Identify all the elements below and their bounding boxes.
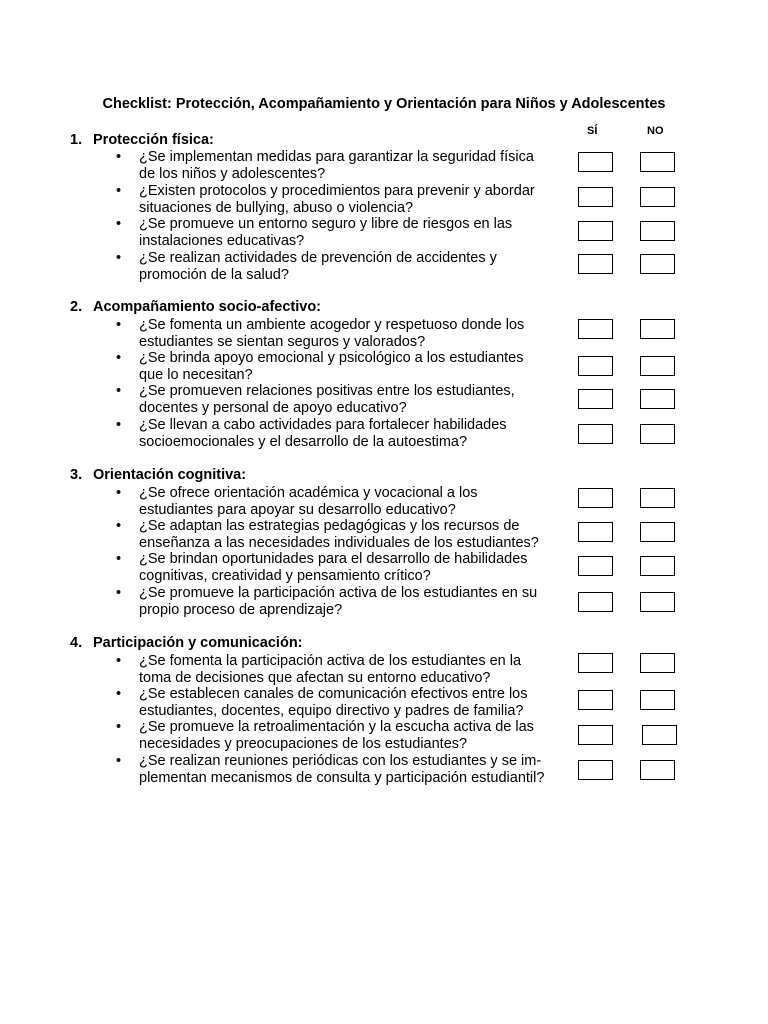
- section-title: [70, 132, 214, 149]
- bullet-marker: •: [116, 250, 122, 266]
- bullet-marker: •: [116, 719, 122, 735]
- page-title: Checklist: Protección, Acompañamiento y Orientación para Niños y Adolescentes: [102, 96, 666, 112]
- no-checkbox[interactable]: [640, 187, 675, 207]
- section-title-text: Protección física:: [93, 132, 214, 148]
- no-checkbox[interactable]: [640, 152, 675, 172]
- bullet-marker: •: [116, 551, 122, 567]
- yes-checkbox[interactable]: [578, 690, 613, 710]
- no-checkbox[interactable]: [640, 760, 675, 780]
- no-checkbox[interactable]: [640, 653, 675, 673]
- yes-checkbox[interactable]: [578, 254, 613, 274]
- yes-checkbox[interactable]: [578, 319, 613, 339]
- yes-checkbox[interactable]: [578, 424, 613, 444]
- section-title-text: Orientación cognitiva:: [93, 467, 247, 483]
- bullet-marker: •: [116, 350, 122, 366]
- no-checkbox[interactable]: [640, 488, 675, 508]
- section-number: 4.: [70, 635, 83, 651]
- section-number: 3.: [70, 467, 83, 483]
- no-checkbox[interactable]: [640, 424, 675, 444]
- yes-checkbox[interactable]: [578, 356, 613, 376]
- no-checkbox[interactable]: [640, 556, 675, 576]
- checklist-question: ¿Se llevan a cabo actividades para fortalecer habilidades socioemocionales y el desarrollo de la autoestima?: [139, 417, 507, 450]
- yes-checkbox[interactable]: [578, 389, 613, 409]
- checklist-question: ¿Se ofrece orientación académica y vocacional a los estudiantes para apoyar su desarrollo educativo?: [139, 485, 478, 518]
- yes-column-header: SÍ: [587, 125, 598, 137]
- section-number: 2.: [70, 299, 83, 315]
- checklist-question: ¿Se establecen canales de comunicación efectivos entre los estudiantes, docentes, equipo directivo y padres de familia?: [139, 686, 528, 719]
- checklist-question: ¿Se realizan reuniones periódicas con los estudiantes y se im- plementan mecanismos de consulta y participación estudiantil?: [139, 753, 545, 786]
- checklist-question: ¿Se promueve la participación activa de los estudiantes en su propio proceso de aprendizaje?: [139, 585, 538, 618]
- checklist-question: ¿Se fomenta la participación activa de los estudiantes en la toma de decisiones que afectan su entorno educativo?: [139, 653, 522, 686]
- no-checkbox[interactable]: [640, 690, 675, 710]
- yes-checkbox[interactable]: [578, 522, 613, 542]
- bullet-marker: •: [116, 753, 122, 769]
- section-title: [70, 467, 246, 484]
- bullet-marker: •: [116, 686, 122, 702]
- no-checkbox[interactable]: [640, 389, 675, 409]
- checklist-question: ¿Se fomenta un ambiente acogedor y respetuoso donde los estudiantes se sientan seguros y valorados?: [139, 317, 525, 350]
- bullet-marker: •: [116, 149, 122, 165]
- bullet-marker: •: [116, 216, 122, 232]
- bullet-marker: •: [116, 485, 122, 501]
- bullet-marker: •: [116, 518, 122, 534]
- no-checkbox[interactable]: [640, 356, 675, 376]
- yes-checkbox[interactable]: [578, 556, 613, 576]
- yes-checkbox[interactable]: [578, 725, 613, 745]
- checklist-question: ¿Existen protocolos y procedimientos para prevenir y abordar situaciones de bullying, abuso o violencia?: [139, 183, 535, 216]
- checklist-question: ¿Se implementan medidas para garantizar la seguridad física de los niños y adolescentes?: [139, 149, 534, 182]
- bullet-marker: •: [116, 653, 122, 669]
- checklist-question: ¿Se promueven relaciones positivas entre los estudiantes, docentes y personal de apoyo educativo?: [139, 383, 515, 416]
- section-title: [70, 635, 303, 652]
- bullet-marker: •: [116, 383, 122, 399]
- yes-checkbox[interactable]: [578, 488, 613, 508]
- no-checkbox[interactable]: [640, 522, 675, 542]
- yes-checkbox[interactable]: [578, 653, 613, 673]
- checklist-question: ¿Se brindan oportunidades para el desarrollo de habilidades cognitivas, creatividad y pensamiento crítico?: [139, 551, 528, 584]
- no-checkbox[interactable]: [640, 592, 675, 612]
- no-column-header: NO: [647, 125, 664, 137]
- section-title-text: Participación y comunicación:: [93, 635, 303, 651]
- bullet-marker: •: [116, 183, 122, 199]
- no-checkbox[interactable]: [640, 221, 675, 241]
- yes-checkbox[interactable]: [578, 152, 613, 172]
- yes-checkbox[interactable]: [578, 592, 613, 612]
- yes-checkbox[interactable]: [578, 221, 613, 241]
- yes-checkbox[interactable]: [578, 760, 613, 780]
- no-checkbox[interactable]: [642, 725, 677, 745]
- bullet-marker: •: [116, 585, 122, 601]
- checklist-question: ¿Se promueve un entorno seguro y libre de riesgos en las instalaciones educativas?: [139, 216, 513, 249]
- checklist-question: ¿Se realizan actividades de prevención de accidentes y promoción de la salud?: [139, 250, 497, 283]
- section-number: 1.: [70, 132, 83, 148]
- no-checkbox[interactable]: [640, 319, 675, 339]
- checklist-question: ¿Se brinda apoyo emocional y psicológico a los estudiantes que lo necesitan?: [139, 350, 524, 383]
- yes-checkbox[interactable]: [578, 187, 613, 207]
- section-title: [70, 299, 321, 316]
- bullet-marker: •: [116, 317, 122, 333]
- no-checkbox[interactable]: [640, 254, 675, 274]
- section-title-text: Acompañamiento socio-afectivo:: [93, 299, 322, 315]
- checklist-question: ¿Se adaptan las estrategias pedagógicas y los recursos de enseñanza a las necesidades individuales de los estudiantes?: [139, 518, 539, 551]
- bullet-marker: •: [116, 417, 122, 433]
- checklist-question: ¿Se promueve la retroalimentación y la escucha activa de las necesidades y preocupaciones de los estudiantes?: [139, 719, 534, 752]
